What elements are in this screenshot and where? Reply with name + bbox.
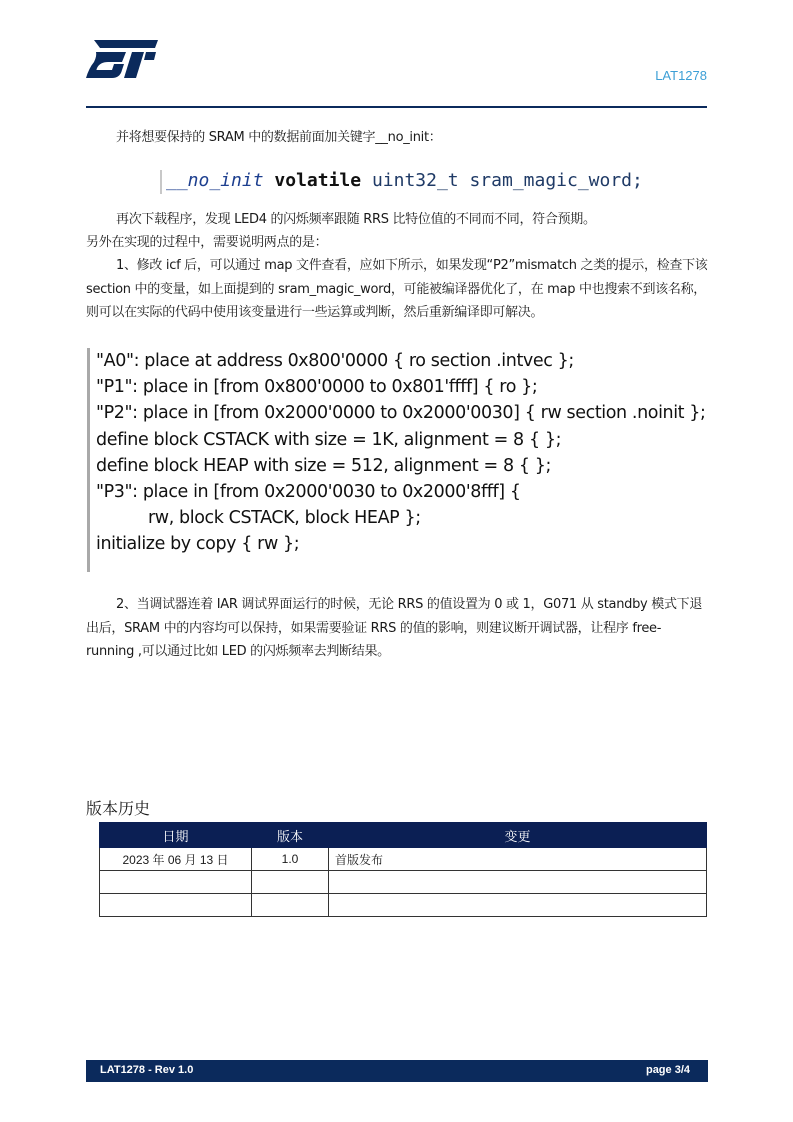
code-bar [160, 170, 162, 194]
cell-changes [329, 894, 707, 917]
map-line: "P3": place in [from 0x2000'0030 to 0x2000'8fff] { [96, 482, 521, 503]
map-line: define block CSTACK with size = 1K, alignment = 8 { }; [96, 429, 562, 450]
cell-changes: 首版发布 [329, 848, 707, 871]
cell-date [100, 871, 252, 894]
paragraph-result: 再次下载程序，发现 LED4 的闪烁频率跟随 RRS 比特位值的不同而不同，符合预期。 [116, 212, 596, 227]
page-footer [86, 1060, 708, 1082]
table-header-row [100, 823, 707, 848]
cell-version [252, 894, 329, 917]
map-line: "P1": place in [from 0x800'0000 to 0x801'ffff] { ro }; [96, 377, 538, 398]
table-row [100, 871, 707, 894]
cell-version: 1.0 [252, 848, 329, 871]
map-line: "A0": place at address 0x800'0000 { ro section .intvec }; [96, 351, 574, 371]
paragraph-no-init-intro: 并将想要保持的 SRAM 中的数据前面加关键字__no_init： [116, 130, 442, 145]
code-volatile: volatile [274, 170, 362, 191]
cell-changes [329, 871, 707, 894]
column-header-date: 日期 [100, 823, 252, 848]
code-snippet [160, 166, 680, 198]
code-declaration: uint32_t sram_magic_word; [371, 170, 643, 191]
footer-doc-rev: LAT1278 - Rev 1.0 [100, 1064, 194, 1076]
paragraph-note-2: 2、当调试器连着 IAR 调试界面运行的时候，无论 RRS 的值设置为 0 或 1，G071 从 standby 模式下退出后，SRAM 中的内容均可以保持，如果需要验证 RRS 的值的影响，则建议断开调试器，让程序 free-running ,可以通过比如 LED 的闪烁频率去判断结果。 [86, 597, 703, 659]
table-row [100, 848, 707, 871]
cell-version [252, 871, 329, 894]
map-line: define block HEAP with size = 512, alignment = 8 { }; [96, 455, 551, 476]
revision-table [99, 822, 707, 917]
footer-page-number: page 3/4 [645, 1064, 690, 1076]
document-id: LAT1278 [655, 68, 707, 83]
st-logo [86, 40, 158, 78]
revision-history-title: 版本历史 [86, 799, 151, 818]
column-header-version: 版本 [252, 823, 329, 848]
map-line: initialize by copy { rw }; [96, 534, 300, 555]
map-line: rw, block CSTACK, block HEAP }; [148, 508, 421, 529]
map-file-excerpt [87, 348, 707, 572]
column-header-changes: 变更 [329, 823, 707, 848]
paragraph-note-1: 1、修改 icf 后，可以通过 map 文件查看，应如下所示，如果发现“P2”mismatch 之类的提示，检查下该 section 中的变量，如上面提到的 sram_magic_word，可能被编译器优化了，在 map 中也搜索不到该名称，则可以在实际的代码中使用该变量进行一些运算或判断，然后重新编译即可解决。 [86, 258, 708, 320]
code-keyword: __no_init [166, 170, 264, 191]
map-line: "P2": place in [from 0x2000'0000 to 0x2000'0030] { rw section .noinit }; [96, 403, 706, 424]
cell-date [100, 894, 252, 917]
paragraph-notes-intro: 另外在实现的过程中，需要说明两点的是： [86, 235, 328, 250]
cell-date: 2023 年 06 月 13 日 [100, 848, 252, 871]
header-divider [86, 106, 707, 108]
table-row [100, 894, 707, 917]
